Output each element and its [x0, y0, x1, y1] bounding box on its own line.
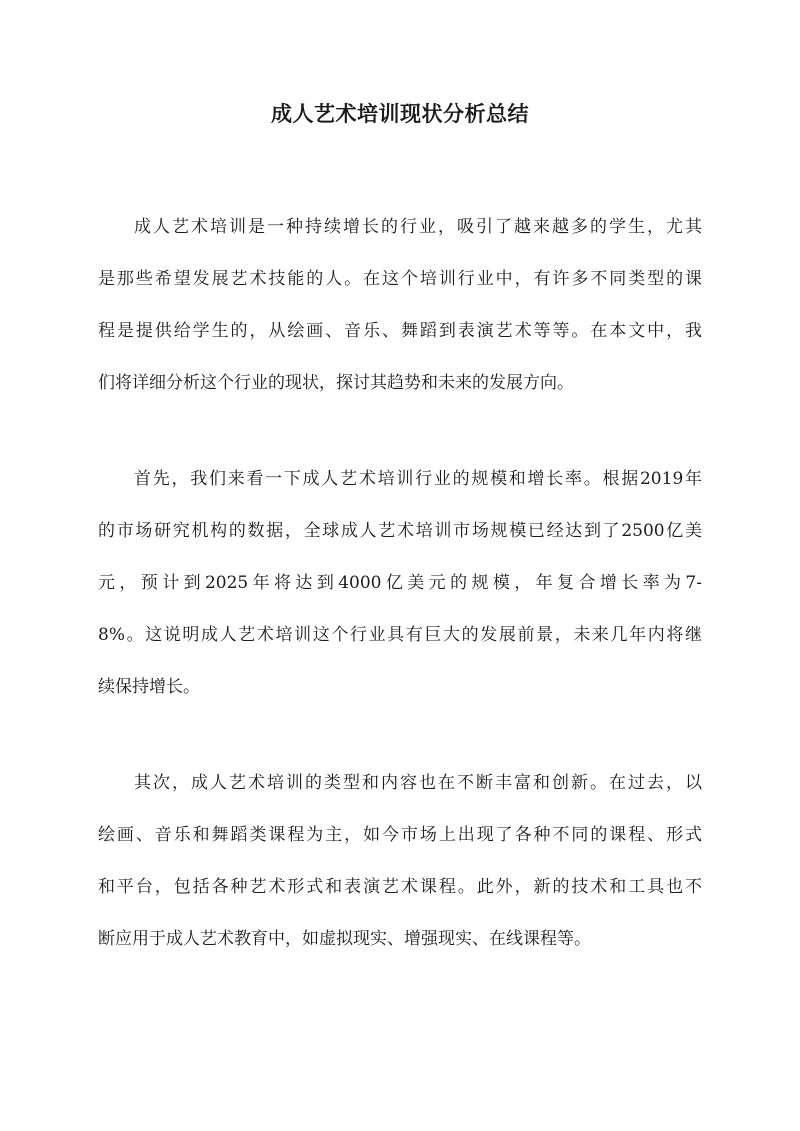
paragraph-line: 8%。这说明成人艺术培训这个行业具有巨大的发展前景，未来几年内将继 [98, 625, 702, 645]
paragraph-line: 首先，我们来看一下成人艺术培训行业的规模和增长率。根据2019年 [134, 469, 702, 489]
paragraph-line: 的市场研究机构的数据，全球成人艺术培训市场规模已经达到了2500亿美 [98, 521, 702, 541]
paragraph-line: 程是提供给学生的，从绘画、音乐、舞蹈到表演艺术等等。在本文中，我 [98, 321, 702, 341]
paragraph-line: 是那些希望发展艺术技能的人。在这个培训行业中，有许多不同类型的课 [98, 269, 702, 289]
paragraph-line: 断应用于成人艺术教育中，如虚拟现实、增强现实、在线课程等。 [98, 929, 591, 949]
paragraph-line: 成人艺术培训是一种持续增长的行业，吸引了越来越多的学生，尤其 [134, 217, 702, 237]
paragraph-line: 其次，成人艺术培训的类型和内容也在不断丰富和创新。在过去，以 [134, 773, 702, 793]
paragraph-course-types [98, 768, 702, 976]
paragraph-intro [98, 212, 702, 420]
paragraph-line: 和平台，包括各种艺术形式和表演艺术课程。此外，新的技术和工具也不 [98, 877, 702, 897]
paragraph-market-scale [98, 464, 702, 724]
paragraph-line: 元，预计到2025年将达到4000亿美元的规模，年复合增长率为7- [98, 573, 702, 593]
page-title: 成人艺术培训现状分析总结 [271, 101, 529, 126]
paragraph-line: 绘画、音乐和舞蹈类课程为主，如今市场上出现了各种不同的课程、形式 [98, 825, 702, 845]
paragraph-line: 们将详细分析这个行业的现状，探讨其趋势和未来的发展方向。 [98, 373, 574, 393]
paragraph-line: 续保持增长。 [98, 677, 200, 697]
